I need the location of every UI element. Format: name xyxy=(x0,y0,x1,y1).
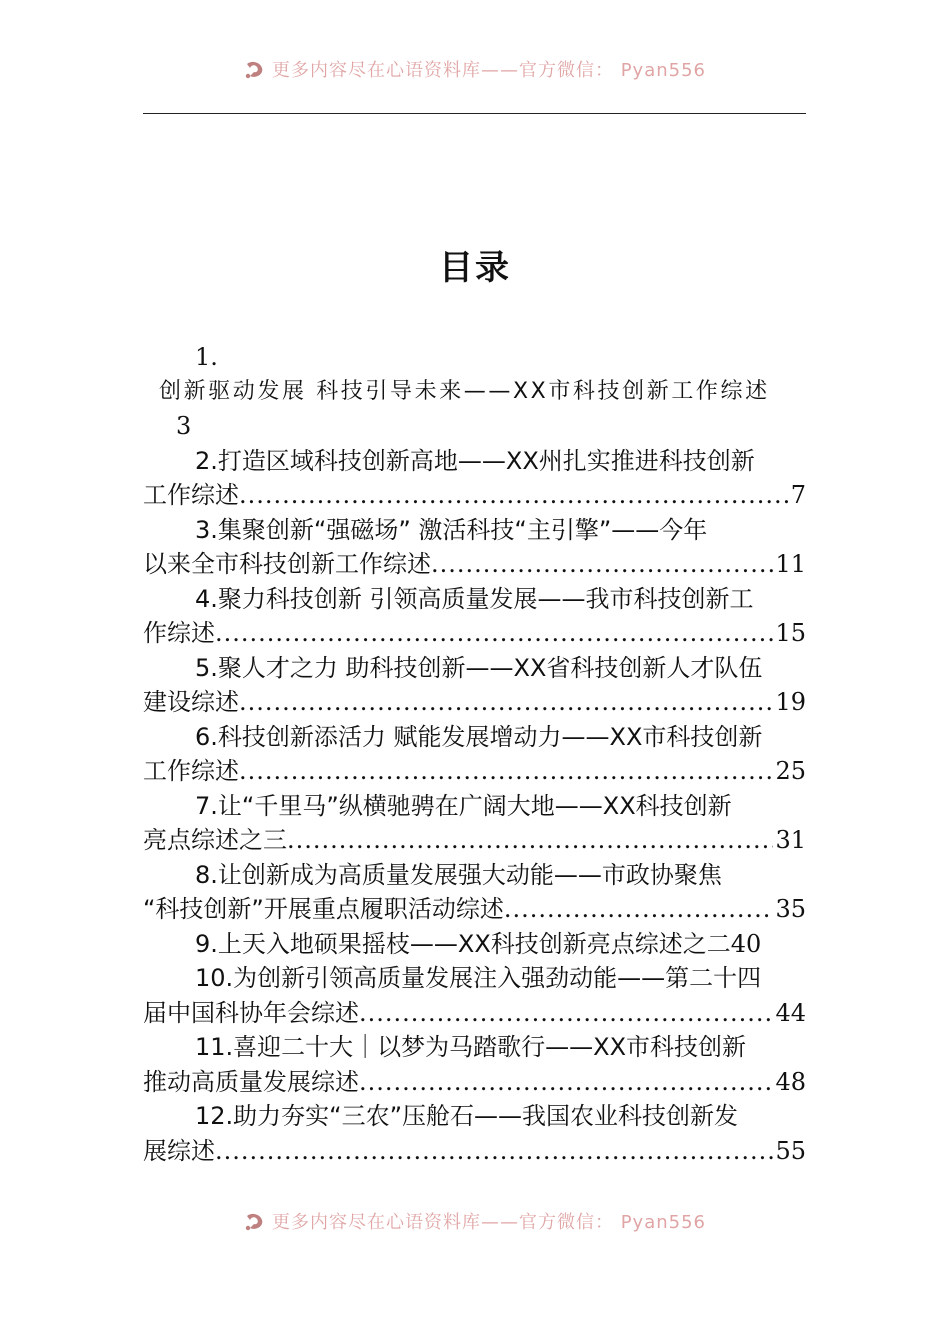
toc-entry-title: 2.打造区域科技创新高地——XX州扎实推进科技创新 xyxy=(195,446,755,475)
toc-entry-page: 25 xyxy=(775,757,806,785)
toc-entry-continuation xyxy=(143,1134,806,1169)
toc-entry-title-cont: 推动高质量发展综述 xyxy=(143,1067,359,1096)
toc-entry-title-cont: 亮点综述之三 xyxy=(143,826,287,854)
dot-leader xyxy=(359,1065,773,1100)
toc-entry-title-cont: 展综述 xyxy=(143,1136,215,1165)
toc-entry-page: 44 xyxy=(775,998,806,1027)
toc-entry-page: 19 xyxy=(775,688,806,716)
footer-watermark xyxy=(0,1208,950,1238)
toc-entry-title-cont: 工作综述 xyxy=(143,481,239,509)
toc-entry[interactable] xyxy=(143,927,806,962)
header-rule xyxy=(143,113,806,114)
toc-entry-title: 10.为创新引领高质量发展注入强劲动能——第二十四 xyxy=(195,964,762,992)
dot-leader xyxy=(215,616,773,651)
dot-leader xyxy=(239,685,773,720)
toc-entry-page: 11 xyxy=(775,550,806,578)
toc-entry-title: 11.喜迎二十大｜以梦为马踏歌行——XX市科技创新 xyxy=(195,1033,747,1061)
logo-icon xyxy=(244,60,266,80)
toc-entry-title-cont: 以来全市科技创新工作综述 xyxy=(143,550,431,578)
toc-entry-page: 15 xyxy=(775,619,806,647)
dot-leader xyxy=(239,478,789,513)
toc-entry-title-cont: 工作综述 xyxy=(143,757,239,785)
toc-entry[interactable] xyxy=(143,858,806,927)
page-title: 目录 xyxy=(439,248,511,288)
toc-entry[interactable] xyxy=(143,961,806,1030)
toc-entry-page: 3 xyxy=(176,412,192,440)
toc-entry-continuation xyxy=(143,1065,806,1100)
toc-entry-title: 4.聚力科技创新 引领高质量发展——我市科技创新工 xyxy=(195,584,754,613)
toc-entry-continuation xyxy=(143,823,806,858)
toc-entry-continuation xyxy=(143,754,806,789)
toc-entry-continuation xyxy=(143,892,806,927)
toc-entry-page: 7 xyxy=(790,481,806,509)
toc-entry-page: 55 xyxy=(775,1136,806,1165)
header-watermark-text: 更多内容尽在心语资料库——官方微信： Pyan556 xyxy=(271,60,707,81)
toc-entry-page: 35 xyxy=(775,895,806,923)
dot-leader xyxy=(431,547,773,582)
toc-entry-title-cont: 届中国科协年会综述 xyxy=(143,998,359,1027)
toc-entry-continuation xyxy=(143,478,806,513)
toc-entry-title: 7.让“千里马”纵横驰骋在广阔大地——XX科技创新 xyxy=(195,791,732,820)
dot-leader xyxy=(504,892,774,927)
toc-entry-continuation xyxy=(143,996,806,1031)
toc-entry-title-cont: 作综述 xyxy=(143,619,215,647)
footer-watermark-text: 更多内容尽在心语资料库——官方微信： Pyan556 xyxy=(271,1212,707,1233)
toc-entry-title-cont: 建设综述 xyxy=(143,688,239,716)
toc-entry-number: 1. xyxy=(195,343,218,371)
toc-entry[interactable] xyxy=(143,582,806,651)
logo-icon xyxy=(244,1212,266,1232)
dot-leader xyxy=(215,1134,773,1169)
toc-entry[interactable] xyxy=(143,1030,806,1099)
toc-entry[interactable] xyxy=(143,340,806,444)
toc-entry[interactable] xyxy=(143,1099,806,1168)
toc-entry-title: 创新驱动发展 科技引导未来——XX市科技创新工作综述 xyxy=(159,378,770,404)
toc-entry[interactable] xyxy=(143,789,806,858)
dot-leader xyxy=(359,996,773,1031)
toc-entry-line xyxy=(143,927,806,962)
toc-entry[interactable] xyxy=(143,651,806,720)
toc-entry-continuation xyxy=(143,685,806,720)
dot-leader xyxy=(239,754,773,789)
toc-entry-page: 40 xyxy=(730,929,762,958)
toc-entry-title-cont: “科技创新”开展重点履职活动综述 xyxy=(143,895,504,923)
toc-entry-title: 3.集聚创新“强磁场” 激活科技“主引擎”——今年 xyxy=(195,515,708,544)
toc-entry-continuation xyxy=(143,547,806,582)
toc-entry-title: 6.科技创新添活力 赋能发展增动力——XX市科技创新 xyxy=(195,722,763,751)
toc-entry-continuation xyxy=(143,616,806,651)
dot-leader xyxy=(287,823,773,858)
table-of-contents xyxy=(143,340,806,1168)
toc-entry[interactable] xyxy=(143,720,806,789)
toc-entry-page: 48 xyxy=(775,1067,806,1096)
toc-entry-title: 5.聚人才之力 助科技创新——XX省科技创新人才队伍 xyxy=(195,653,763,682)
toc-entry-page: 31 xyxy=(775,826,806,854)
toc-entry[interactable] xyxy=(143,444,806,513)
header-watermark xyxy=(0,56,950,86)
toc-entry-title: 8.让创新成为高质量发展强大动能——市政协聚焦 xyxy=(195,860,722,889)
toc-entry[interactable] xyxy=(143,513,806,582)
toc-entry-title: 9.上天入地硕果摇枝——XX科技创新亮点综述之二 xyxy=(195,929,731,958)
toc-entry-title: 12.助力夯实“三农”压舱石——我国农业科技创新发 xyxy=(195,1102,739,1130)
